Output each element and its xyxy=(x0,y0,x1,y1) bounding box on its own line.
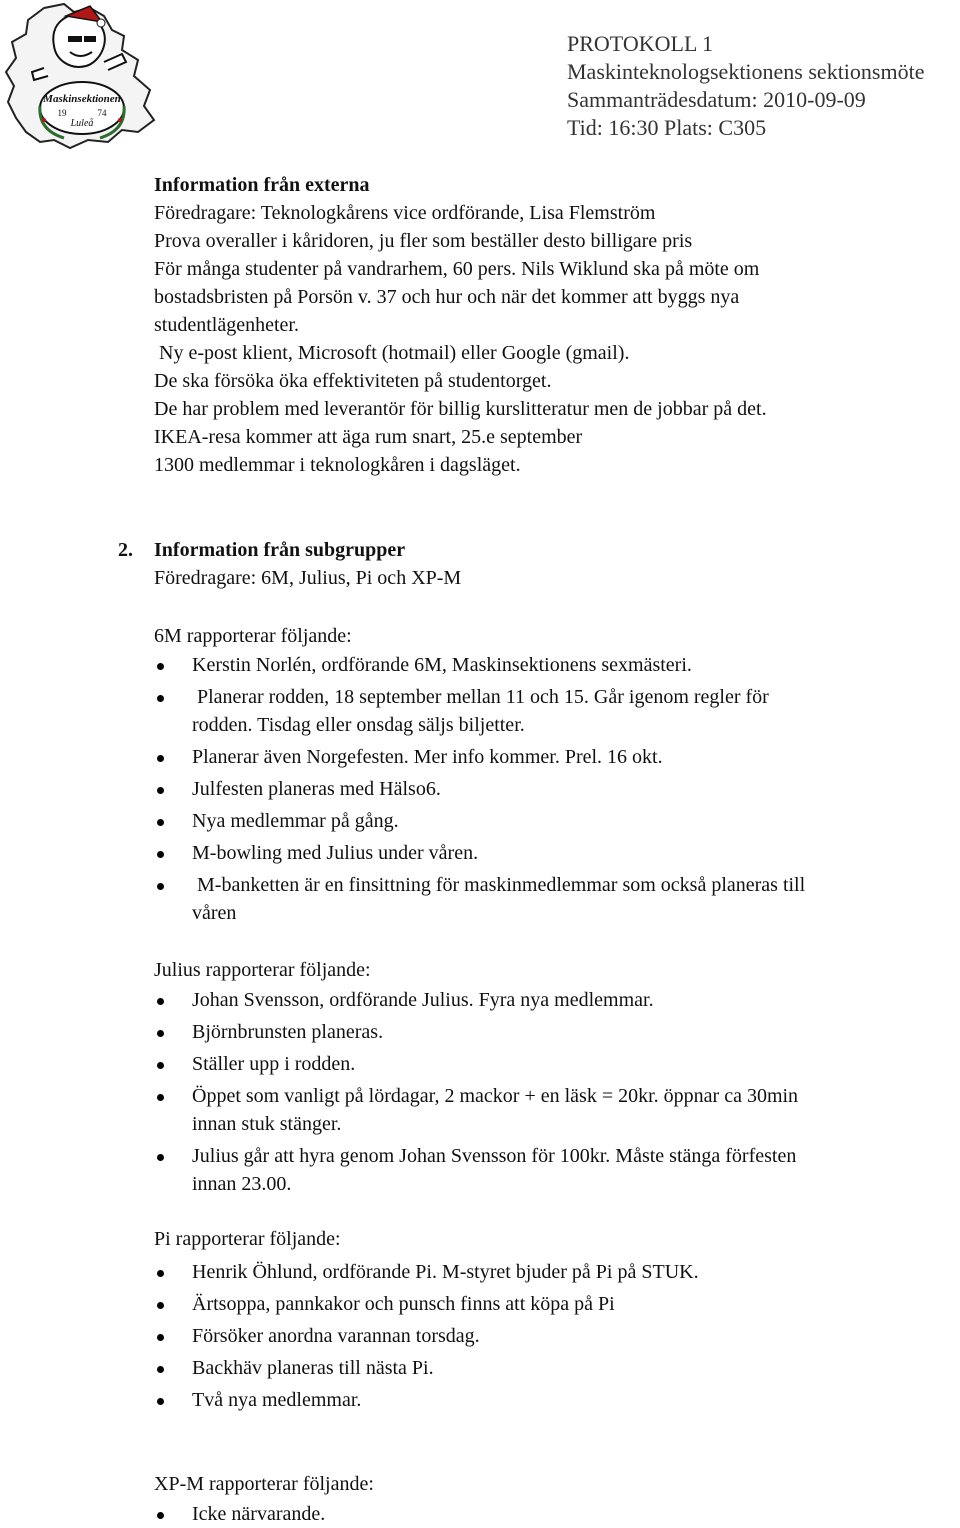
logo-ring-text: Maskinsektionen xyxy=(43,93,121,105)
list-item: Planerar rodden, 18 september mellan 11 och 15. Går igenom regler för rodden. Tisdag eller onsdag säljs biljetter. xyxy=(154,683,944,739)
group-list-julius xyxy=(154,986,944,1198)
bullet-icon xyxy=(157,1154,164,1161)
bullet-icon xyxy=(157,787,164,794)
list-item: Planerar även Norgefesten. Mer info kommer. Prel. 16 okt. xyxy=(154,743,944,771)
group-list-pi xyxy=(154,1258,944,1414)
group-title-6m: 6M rapporterar följande: xyxy=(154,625,352,647)
logo-city: Luleå xyxy=(70,118,94,129)
bullet-icon xyxy=(157,851,164,858)
list-item: Julfesten planeras med Hälso6. xyxy=(154,775,944,803)
list-item: Ställer upp i rodden. xyxy=(154,1050,944,1078)
external-line: IKEA-resa kommer att äga rum snart, 25.e september xyxy=(154,426,583,448)
list-item: M-bowling med Julius under våren. xyxy=(154,839,944,867)
external-line: 1300 medlemmar i teknologkåren i dagsläget. xyxy=(154,454,521,476)
bullet-icon xyxy=(157,695,164,702)
bullet-icon xyxy=(157,1030,164,1037)
list-item: Försöker anordna varannan torsdag. xyxy=(154,1322,944,1350)
list-item: Nya medlemmar på gång. xyxy=(154,807,944,835)
bullet-icon xyxy=(157,1512,164,1519)
list-item: Två nya medlemmar. xyxy=(154,1386,944,1414)
external-line: Prova overaller i kåridoren, ju fler som beställer desto billigare pris xyxy=(154,230,693,252)
maskinsektionen-logo xyxy=(4,2,156,152)
subgroups-heading: Information från subgrupper xyxy=(154,539,406,561)
bullet-icon xyxy=(157,1094,164,1101)
group-title-xpm: XP-M rapporterar följande: xyxy=(154,1473,374,1495)
bullet-icon xyxy=(157,1302,164,1309)
bullet-icon xyxy=(157,1270,164,1277)
list-item: Kerstin Norlén, ordförande 6M, Maskinsektionens sexmästeri. xyxy=(154,651,944,679)
external-line: studentlägenheter. xyxy=(154,314,299,336)
external-line: För många studenter på vandrarhem, 60 pers. Nils Wiklund ska på möte om xyxy=(154,258,760,280)
bullet-icon xyxy=(157,883,164,890)
external-section xyxy=(154,171,767,479)
protocol-title: PROTOKOLL 1 xyxy=(567,31,714,56)
list-item: Björnbrunsten planeras. xyxy=(154,1018,944,1046)
list-item: Henrik Öhlund, ordförande Pi. M-styret bjuder på Pi på STUK. xyxy=(154,1258,944,1286)
bullet-icon xyxy=(157,1366,164,1373)
group-list-6m xyxy=(154,651,944,927)
external-line: De ska försöka öka effektiviteten på studentorget. xyxy=(154,370,552,392)
bullet-icon xyxy=(157,1062,164,1069)
bullet-icon xyxy=(157,819,164,826)
group-title-pi: Pi rapporterar följande: xyxy=(154,1228,341,1250)
meeting-name: Maskinteknologsektionens sektionsmöte xyxy=(567,59,925,84)
section-number: 2. xyxy=(118,539,133,561)
external-heading: Information från externa xyxy=(154,174,370,196)
external-line: bostadsbristen på Porsön v. 37 och hur och när det kommer att byggs nya xyxy=(154,286,740,308)
list-item: Backhäv planeras till nästa Pi. xyxy=(154,1354,944,1382)
bullet-icon xyxy=(157,663,164,670)
bullet-icon xyxy=(157,998,164,1005)
meeting-date: Sammanträdesdatum: 2010-09-09 xyxy=(567,87,866,112)
meeting-time-place: Tid: 16:30 Plats: C305 xyxy=(567,115,767,140)
bullet-icon xyxy=(157,1334,164,1341)
list-item: Ärtsoppa, pannkakor och punsch finns att köpa på Pi xyxy=(154,1290,944,1318)
external-line: Ny e-post klient, Microsoft (hotmail) eller Google (gmail). xyxy=(154,342,630,364)
list-item: Johan Svensson, ordförande Julius. Fyra nya medlemmar. xyxy=(154,986,944,1014)
subgroups-speakers: Föredragare: 6M, Julius, Pi och XP-M xyxy=(154,567,462,589)
bullet-icon xyxy=(157,755,164,762)
external-line: Föredragare: Teknologkårens vice ordförande, Lisa Flemström xyxy=(154,202,656,224)
list-item: Öppet som vanligt på lördagar, 2 mackor + en läsk = 20kr. öppnar ca 30min innan stuk stänger. xyxy=(154,1082,944,1138)
group-title-julius: Julius rapporterar följande: xyxy=(154,959,371,981)
external-line: De har problem med leverantör för billig kurslitteratur men de jobbar på det. xyxy=(154,398,767,420)
list-item: Icke närvarande. xyxy=(154,1500,944,1528)
list-item: Julius går att hyra genom Johan Svensson för 100kr. Måste stänga förfesten innan 23.00. xyxy=(154,1142,944,1198)
logo-year-left: 19 xyxy=(57,108,67,118)
logo-year-right: 74 xyxy=(97,108,107,118)
list-item: M-banketten är en finsittning för maskinmedlemmar som också planeras till våren xyxy=(154,871,944,927)
bullet-icon xyxy=(157,1398,164,1405)
